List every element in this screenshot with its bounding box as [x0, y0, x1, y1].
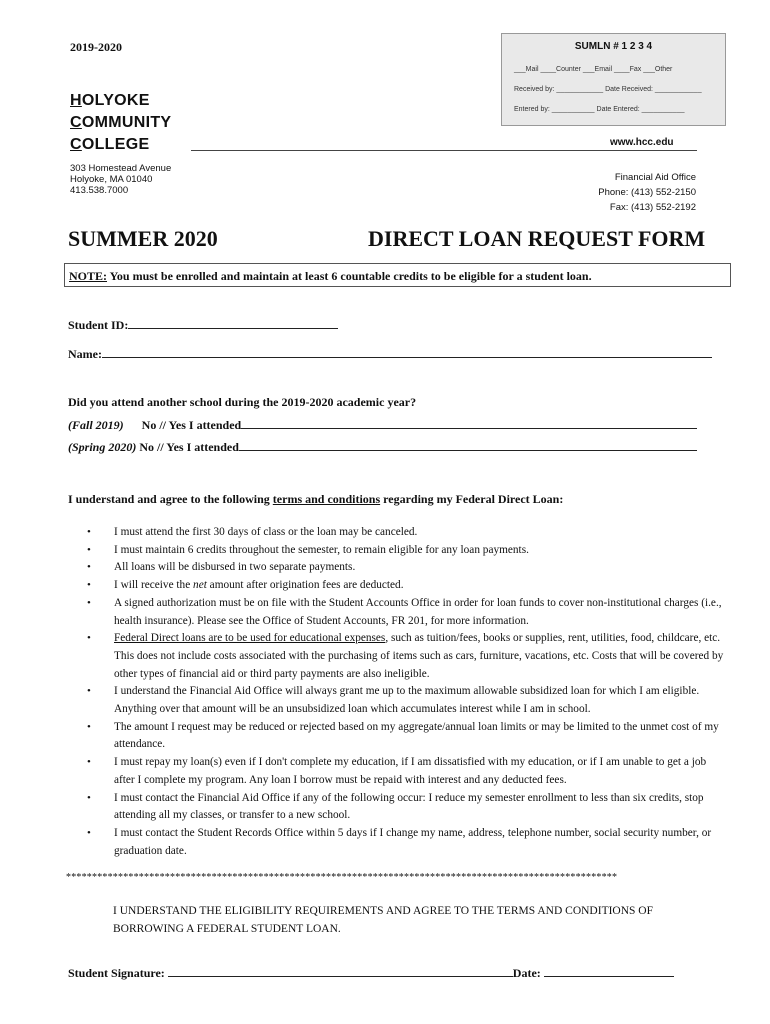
logo-line-3: COLLEGE — [70, 136, 150, 153]
terms-link[interactable]: terms and conditions — [272, 492, 381, 506]
spring-label: (Spring 2020) — [68, 440, 137, 454]
term-item: • I must contact the Student Records Office within 5 days if I change my name, address, telephone number, social security number, or graduation date. — [110, 825, 725, 860]
address-phone: 413.538.7000 — [70, 185, 129, 196]
student-id-label: Student ID: — [68, 318, 129, 332]
signature-field[interactable] — [168, 966, 513, 977]
term-item: • The amount I request may be reduced or rejected based on my aggregate/annual loan limits or may be limited to the unmet cost of my attendance. — [110, 719, 725, 754]
term-item: • I must maintain 6 credits throughout the semester, to remain eligible for any loan payments. — [110, 542, 725, 560]
terms-intro — [68, 492, 563, 507]
term-title: SUMMER 2020 — [68, 226, 218, 251]
term-item: • I understand the Financial Aid Office will always grant me up to the maximum allowable subsidized loan for which I am eligible. Anything over that amount will be an unsubsidized loan which accumulates interest while I am in school. — [110, 683, 725, 718]
logo-line-2: COMMUNITY — [70, 114, 172, 131]
agreement-statement: I UNDERSTAND THE ELIGIBILITY REQUIREMENTS AND AGREE TO THE TERMS AND CONDITIONS OF BORROWING A FEDERAL STUDENT LOAN. — [113, 905, 654, 935]
student-id-field[interactable] — [128, 318, 338, 329]
fall-school-field[interactable] — [241, 418, 697, 429]
entered-line: Entered by: ___________ Date Entered: ___________ — [514, 106, 685, 113]
term-item: • A signed authorization must be on file with the Student Accounts Office in order for loan funds to cover non-institutional charges (i.e., health insurance). Please see the Office of Student Accounts, FR 201, for more information. — [110, 595, 725, 630]
office-name: Financial Aid Office — [614, 172, 696, 183]
note-label: NOTE: — [69, 269, 108, 283]
separator: ********************************************************************************************************** — [66, 872, 618, 883]
eligibility-note — [64, 263, 731, 287]
logo-line-1: HOLYOKE — [70, 92, 150, 109]
spring-row — [68, 440, 697, 455]
terms-list — [110, 524, 725, 860]
date-field[interactable] — [544, 966, 674, 977]
name-row — [68, 347, 712, 362]
spring-text: No // Yes I attended — [139, 440, 239, 454]
term-item: • Federal Direct loans are to be used for educational expenses, such as tuition/fees, books or supplies, rent, utilities, food, childcare, etc. This does not include costs associated with the purchasing of items such as cars, furniture, vacations, etc. Costs that will be covered by other types of financial aid or third party payments are also ineligible. — [110, 630, 725, 683]
attendance-question: Did you attend another school during the 2019-2020 academic year? — [68, 395, 417, 409]
term-item: • I must repay my loan(s) even if I don't complete my education, if I am dissatisfied with my education, or if I am unable to get a job after I complete my program. Any loan I borrow must be repaid with interest and any deducted fees. — [110, 754, 725, 789]
signature-row — [68, 966, 674, 981]
college-logo — [70, 90, 171, 156]
address-city: Holyoke, MA 01040 — [70, 174, 153, 185]
office-phone: Phone: (413) 552-2150 — [598, 187, 696, 198]
financial-aid-contact — [540, 170, 696, 215]
address-street: 303 Homestead Avenue — [70, 163, 172, 174]
term-item: • I must contact the Financial Aid Office if any of the following occur: I reduce my semester enrollment to less than six credits, stop attending all my classes, or transfer to a new school. — [110, 790, 725, 825]
sumln-number: SUMLN # 1 2 3 4 — [574, 41, 653, 52]
name-field[interactable] — [102, 347, 712, 358]
form-title: DIRECT LOAN REQUEST FORM — [368, 226, 706, 251]
fall-label: (Fall 2019) — [68, 418, 124, 432]
note-text: You must be enrolled and maintain at least 6 countable credits to be eligible for a student loan. — [107, 269, 592, 283]
term-item: • I must attend the first 30 days of class or the loan may be canceled. — [110, 524, 725, 542]
submission-methods: ___Mail ____Counter ___Email ____Fax ___Other — [514, 66, 673, 73]
student-id-row — [68, 318, 338, 333]
office-use-stamp — [501, 33, 726, 126]
fall-text: No // Yes I attended — [141, 418, 242, 432]
received-line: Received by: ____________ Date Received: ____________ — [514, 86, 702, 93]
academic-year: 2019-2020 — [70, 40, 122, 54]
signature-label: Student Signature: — [68, 966, 165, 980]
website-link[interactable]: www.hcc.edu — [610, 137, 674, 148]
name-label: Name: — [68, 347, 102, 361]
terms-intro-after: regarding my Federal Direct Loan: — [380, 492, 564, 506]
term-item: • All loans will be disbursed in two separate payments. — [110, 559, 725, 577]
spring-school-field[interactable] — [239, 440, 697, 451]
college-address — [70, 163, 171, 196]
fall-row — [68, 418, 697, 433]
office-fax: Fax: (413) 552-2192 — [609, 202, 696, 213]
header-divider — [191, 150, 697, 151]
term-item: • I will receive the net amount after origination fees are deducted. — [110, 577, 725, 595]
date-label: Date: — [512, 966, 541, 980]
terms-intro-before: I understand and agree to the following — [68, 492, 273, 506]
